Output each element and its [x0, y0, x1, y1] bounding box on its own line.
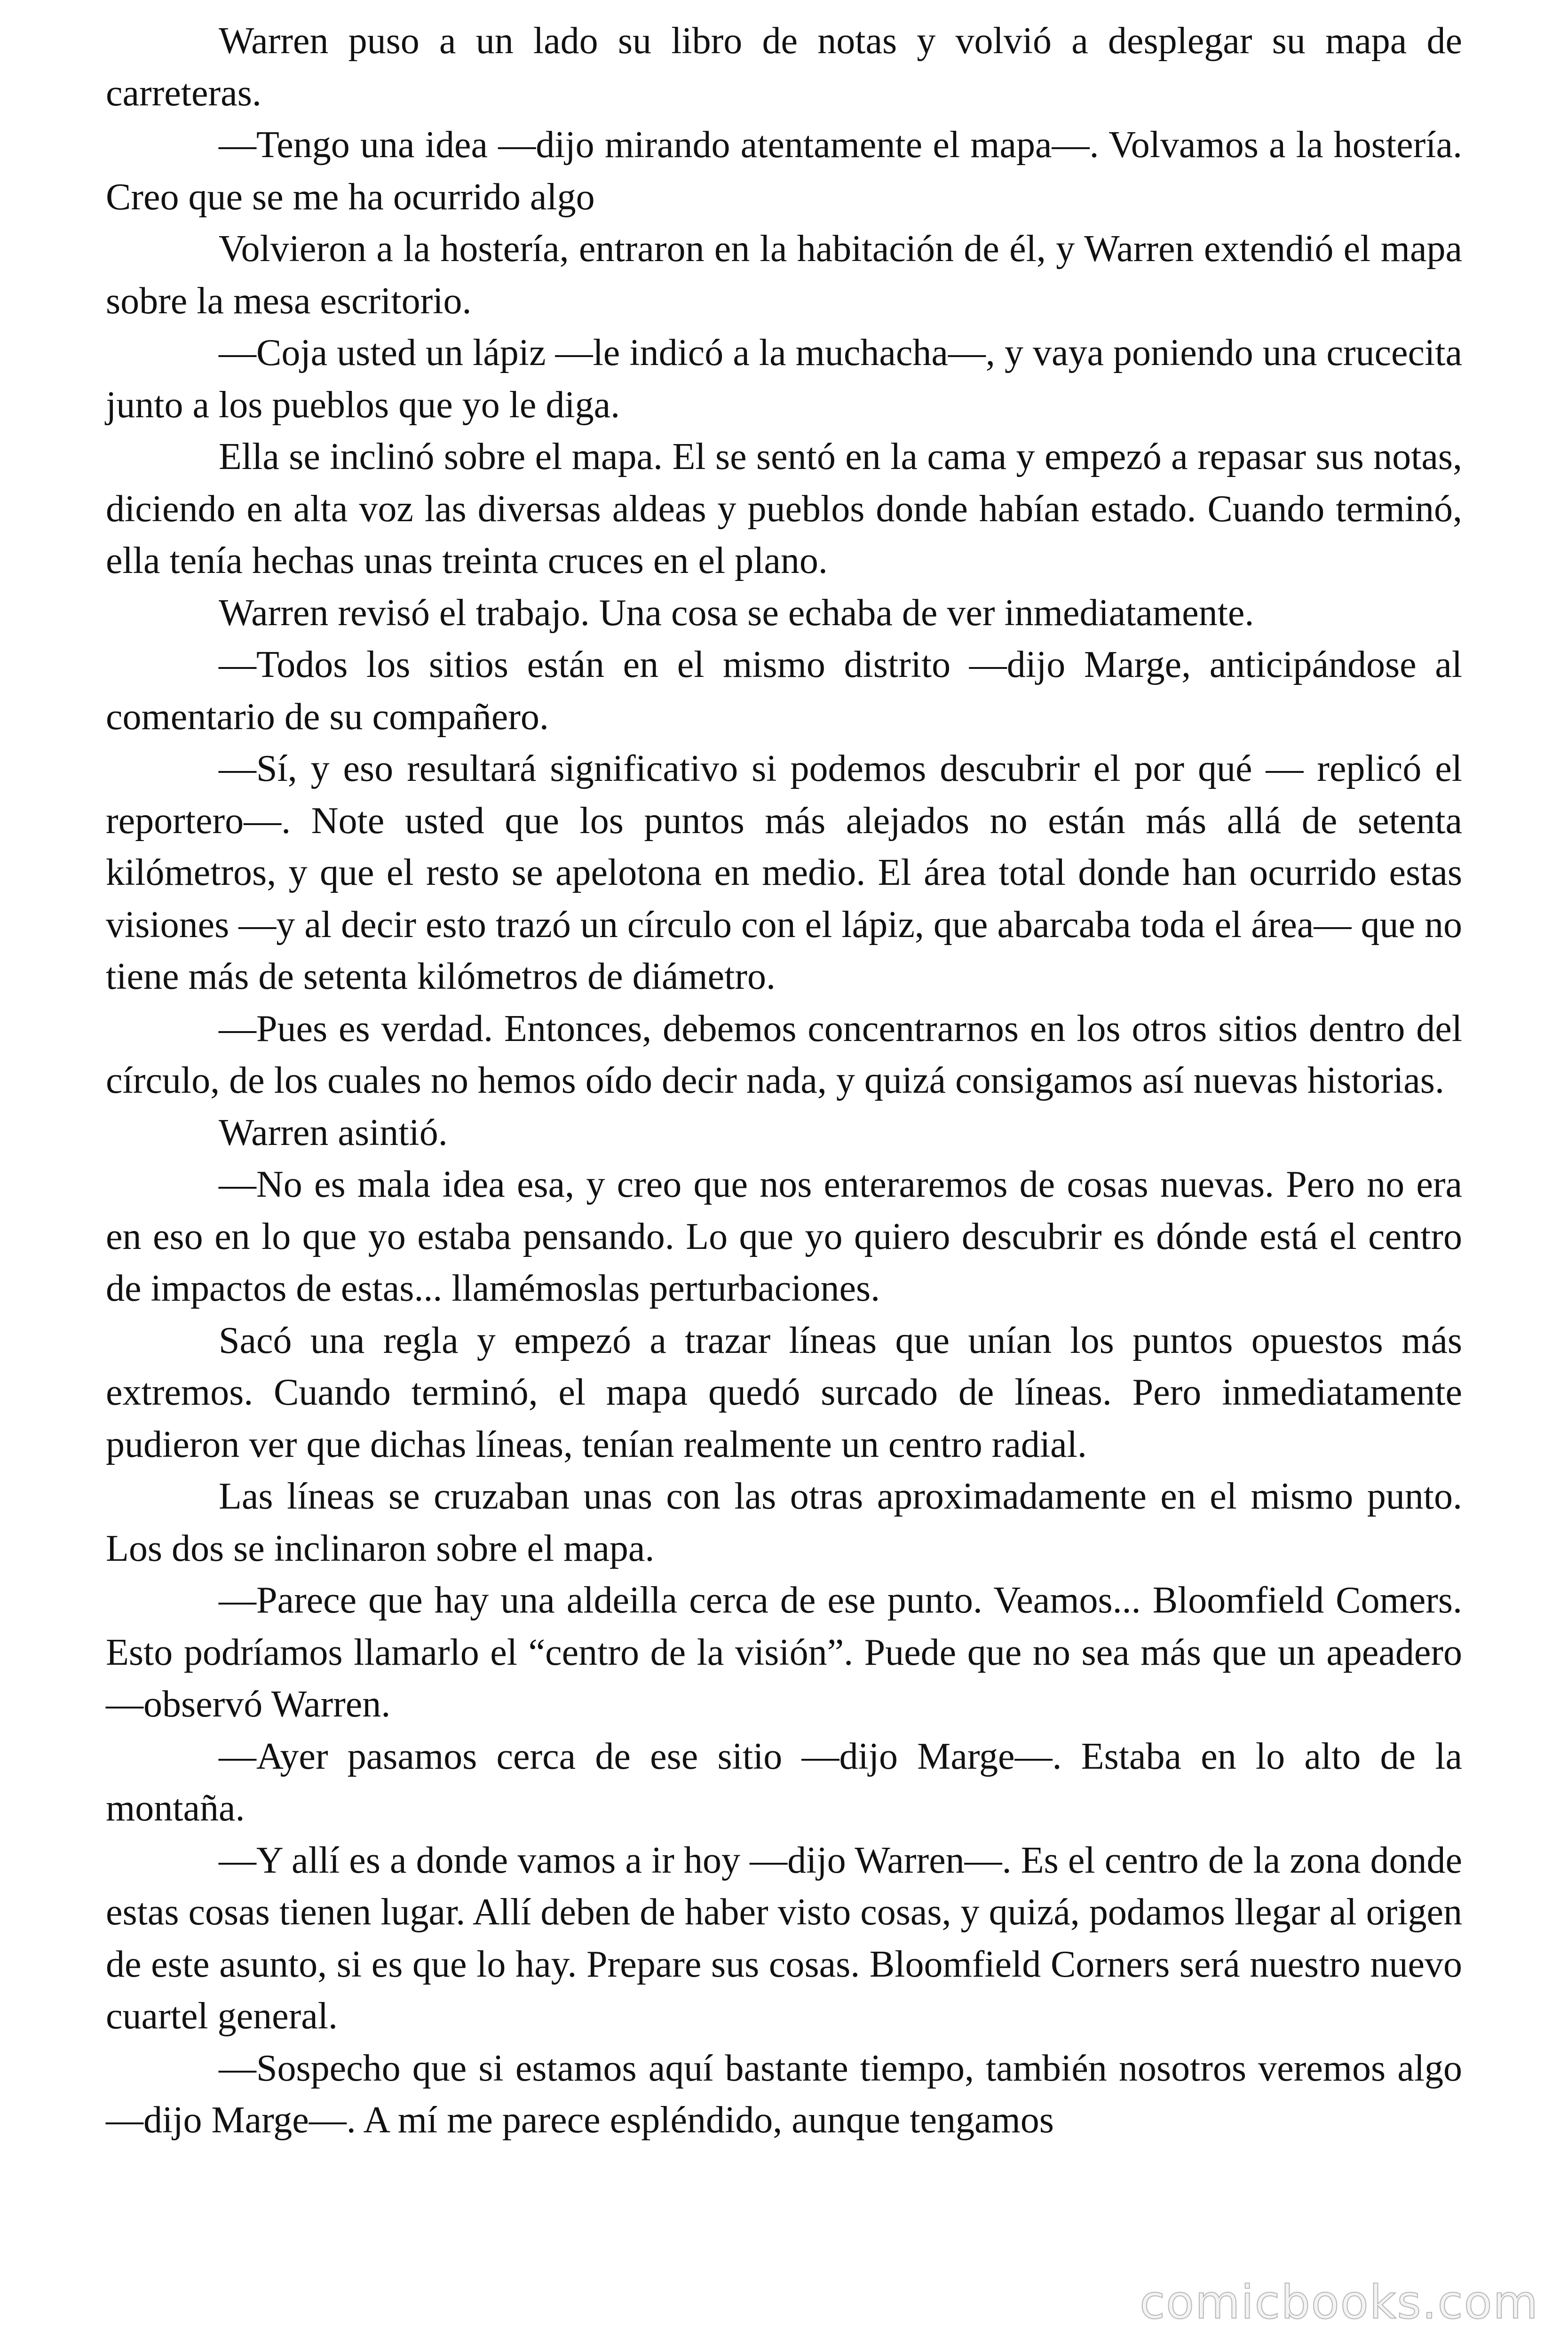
paragraph: Volvieron a la hostería, entraron en la habitación de él, y Warren extendió el mapa sobre la mesa escritorio. — [106, 228, 1462, 322]
paragraph: —Y allí es a donde vamos a ir hoy —dijo Warren—. Es el centro de la zona donde estas cosas tienen lugar. Allí deben de haber visto cosas, y quizá, podamos llegar al origen de este asunto, si es que lo hay. Prepare sus cosas. Bloomfield Corners será nuestro nuevo cuartel general. — [106, 1839, 1462, 2037]
paragraph: —Tengo una idea —dijo mirando atentamente el mapa—. Volvamos a la hostería. Creo que se me ha ocurrido algo — [106, 124, 1462, 218]
paragraph: —Sí, y eso resultará significativo si podemos descubrir el por qué — replicó el reportero—. Note usted que los puntos más alejados no están más allá de setenta kilómetros, y que el resto se apelotona en medio. El área total donde han ocurrido estas visiones —y al decir esto trazó un círculo con el lápiz, que abarcaba toda el área— que no tiene más de setenta kilómetros de diámetro. — [106, 748, 1462, 997]
paragraph: —Coja usted un lápiz —le indicó a la muchacha—, y vaya poniendo una crucecita junto a los pueblos que yo le diga. — [106, 332, 1462, 426]
paragraph: Sacó una regla y empezó a trazar líneas que unían los puntos opuestos más extremos. Cuando terminó, el mapa quedó surcado de líneas. Pero inmediatamente pudieron ver que dichas líneas, tenían realmente un centro radial. — [106, 1319, 1462, 1465]
paragraph: Warren asintió. — [219, 1112, 448, 1153]
paragraph: Warren revisó el trabajo. Una cosa se echaba de ver inmediatamente. — [219, 592, 1254, 634]
paragraph: —Todos los sitios están en el mismo distrito —dijo Marge, anticipándose al comentario de su compañero. — [106, 644, 1462, 738]
paragraph: —Sospecho que si estamos aquí bastante tiempo, también nosotros veremos algo —dijo Marge—. A mí me parece espléndido, aunque tengamos — [106, 2047, 1462, 2141]
paragraph: —Ayer pasamos cerca de ese sitio —dijo Marge—. Estaba en lo alto de la montaña. — [106, 1735, 1462, 1829]
paragraph: —No es mala idea esa, y creo que nos enteraremos de cosas nuevas. Pero no era en eso en lo que yo estaba pensando. Lo que yo quiero descubrir es dónde está el centro de impactos de estas... llamémoslas perturbaciones. — [106, 1164, 1462, 1309]
paragraph: —Pues es verdad. Entonces, debemos concentrarnos en los otros sitios dentro del círculo, de los cuales no hemos oído decir nada, y quizá consigamos así nuevas historias. — [106, 1008, 1462, 1101]
book-page — [106, 15, 1462, 2146]
watermark: comicbooks.com — [1140, 2276, 1539, 2329]
paragraph: —Parece que hay una aldeilla cerca de ese punto. Veamos... Bloomfield Comers. Esto podríamos llamarlo el “centro de la visión”. Puede que no sea más que un apeadero —observó Warren. — [106, 1580, 1462, 1725]
paragraph: Las líneas se cruzaban unas con las otras aproximadamente en el mismo punto. Los dos se inclinaron sobre el mapa. — [106, 1476, 1462, 1569]
paragraph: Warren puso a un lado su libro de notas y volvió a desplegar su mapa de carreteras. — [106, 20, 1462, 114]
paragraph: Ella se inclinó sobre el mapa. El se sentó en la cama y empezó a repasar sus notas, diciendo en alta voz las diversas aldeas y pueblos donde habían estado. Cuando terminó, ella tenía hechas unas treinta cruces en el plano. — [106, 436, 1462, 581]
